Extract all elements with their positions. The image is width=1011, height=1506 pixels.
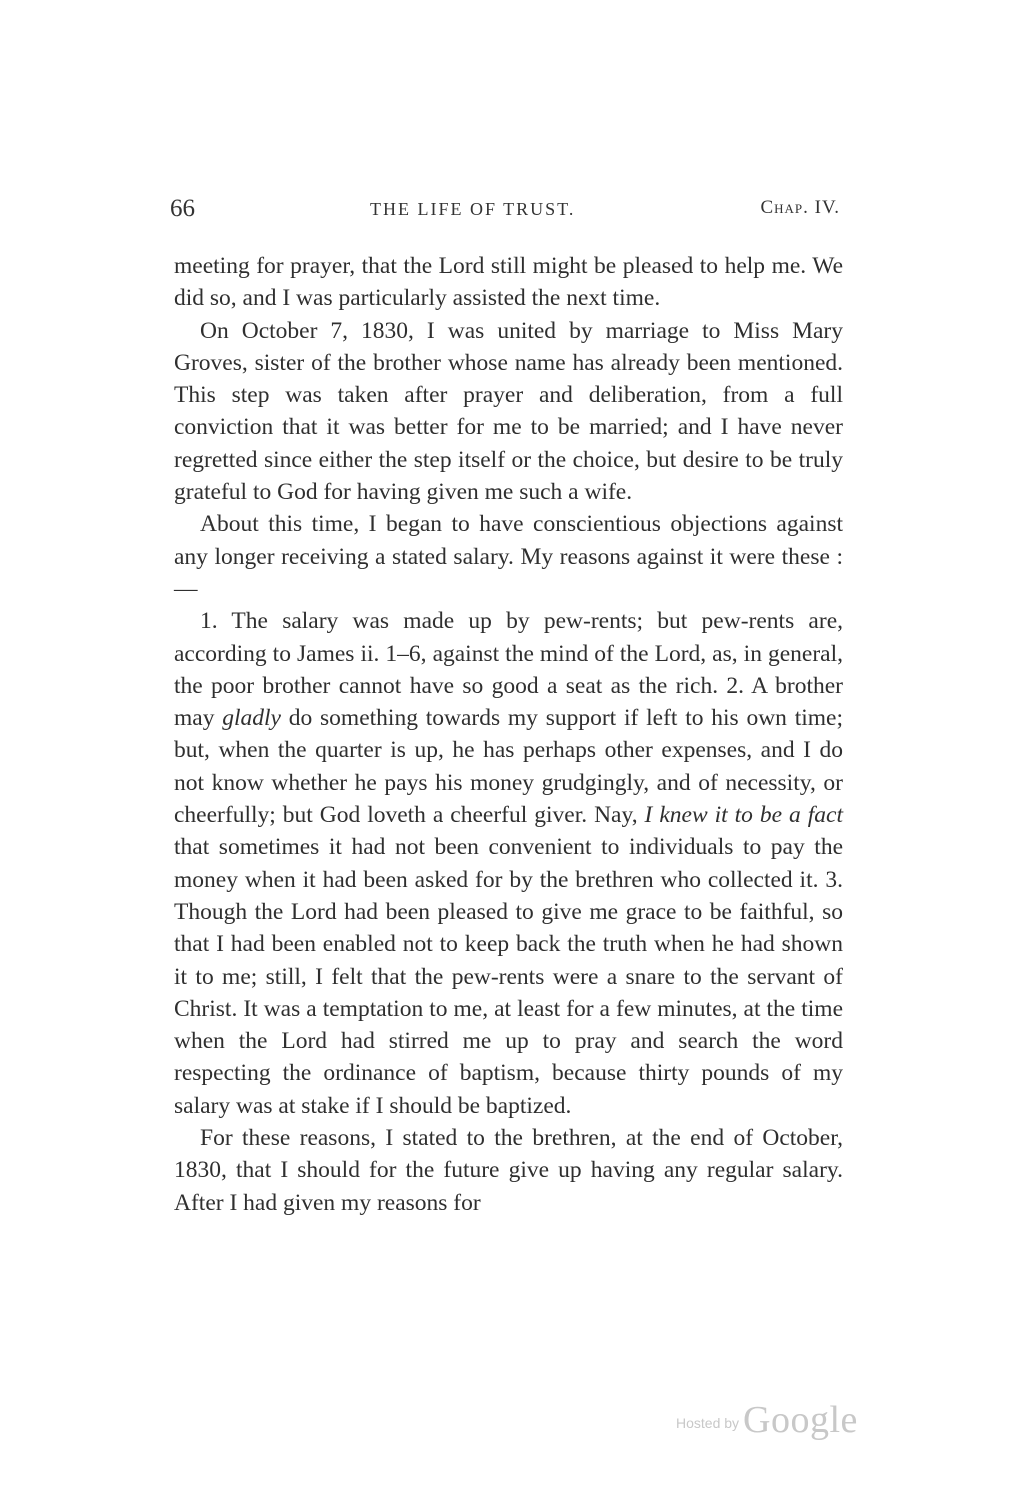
google-watermark xyxy=(676,1398,858,1442)
reasons-text-part-3: that sometimes it had not been convenient to individuals to pay the money when it had been asked for by the brethren who collected it. 3. Though the Lord had been pleased to give me grace to be faithful, so that I had been enabled not to keep back the truth when he had shown it to me; still, I felt that the pew-rents were a snare to the servant of Christ. It was a temptation to me, at least for a few minutes, at the time when the Lord had stirred me up to pray and search the word respecting the ordinance of baptism, because thirty pounds of my salary was at stake if I should be baptized. xyxy=(174,834,843,1119)
chapter-label: Chap. IV. xyxy=(760,197,840,218)
paragraph-salary-objections: About this time, I began to have conscientious objections against any longer receiving a stated salary. My reasons against it were these : — xyxy=(174,511,843,602)
google-logo: Google xyxy=(743,1399,858,1441)
reasons-text-part-2: do something towards my support if left to his own time; but, when the quarter is up, he has perhaps other expenses, and I do not know whether he pays his money grudgingly, and of necessity, or cheerfully; but God loveth a cheerful giver. Nay, xyxy=(174,705,843,829)
paragraph-marriage: On October 7, 1830, I was united by marriage to Miss Mary Groves, sister of the brother whose name has already been mentioned. This step was taken after prayer and deliberation, from a full conviction that it was better for me to be married; and I have never regretted since either the step itself or the choice, but desire to be truly grateful to God for having given me such a wife. xyxy=(174,317,843,506)
running-title: THE LIFE OF TRUST. xyxy=(370,199,576,219)
paragraph-reasons xyxy=(174,605,843,1122)
hosted-by-text: Hosted by xyxy=(676,1415,740,1431)
body-text xyxy=(174,250,843,1219)
paragraph-continuation: meeting for prayer, that the Lord still might be pleased to help me. We did so, and I was particularly assisted the next time. xyxy=(174,253,843,312)
page-number: 66 xyxy=(170,195,195,222)
page-header xyxy=(170,195,840,227)
reasons-text-part-1: 1. The salary was made up by pew-rents; but pew-rents are, according to James ii. 1–6, against the mind of the Lord, as, in general, the poor brother cannot have so good a seat as the rich. 2. A brother may xyxy=(174,608,843,732)
emphasis-gladly: gladly xyxy=(222,705,281,732)
paragraph-conclusion: For these reasons, I stated to the brethren, at the end of October, 1830, that I should for the future give up having any regular salary. After I had given my reasons for xyxy=(174,1125,843,1216)
emphasis-fact: I knew it to be a fact xyxy=(644,802,843,829)
